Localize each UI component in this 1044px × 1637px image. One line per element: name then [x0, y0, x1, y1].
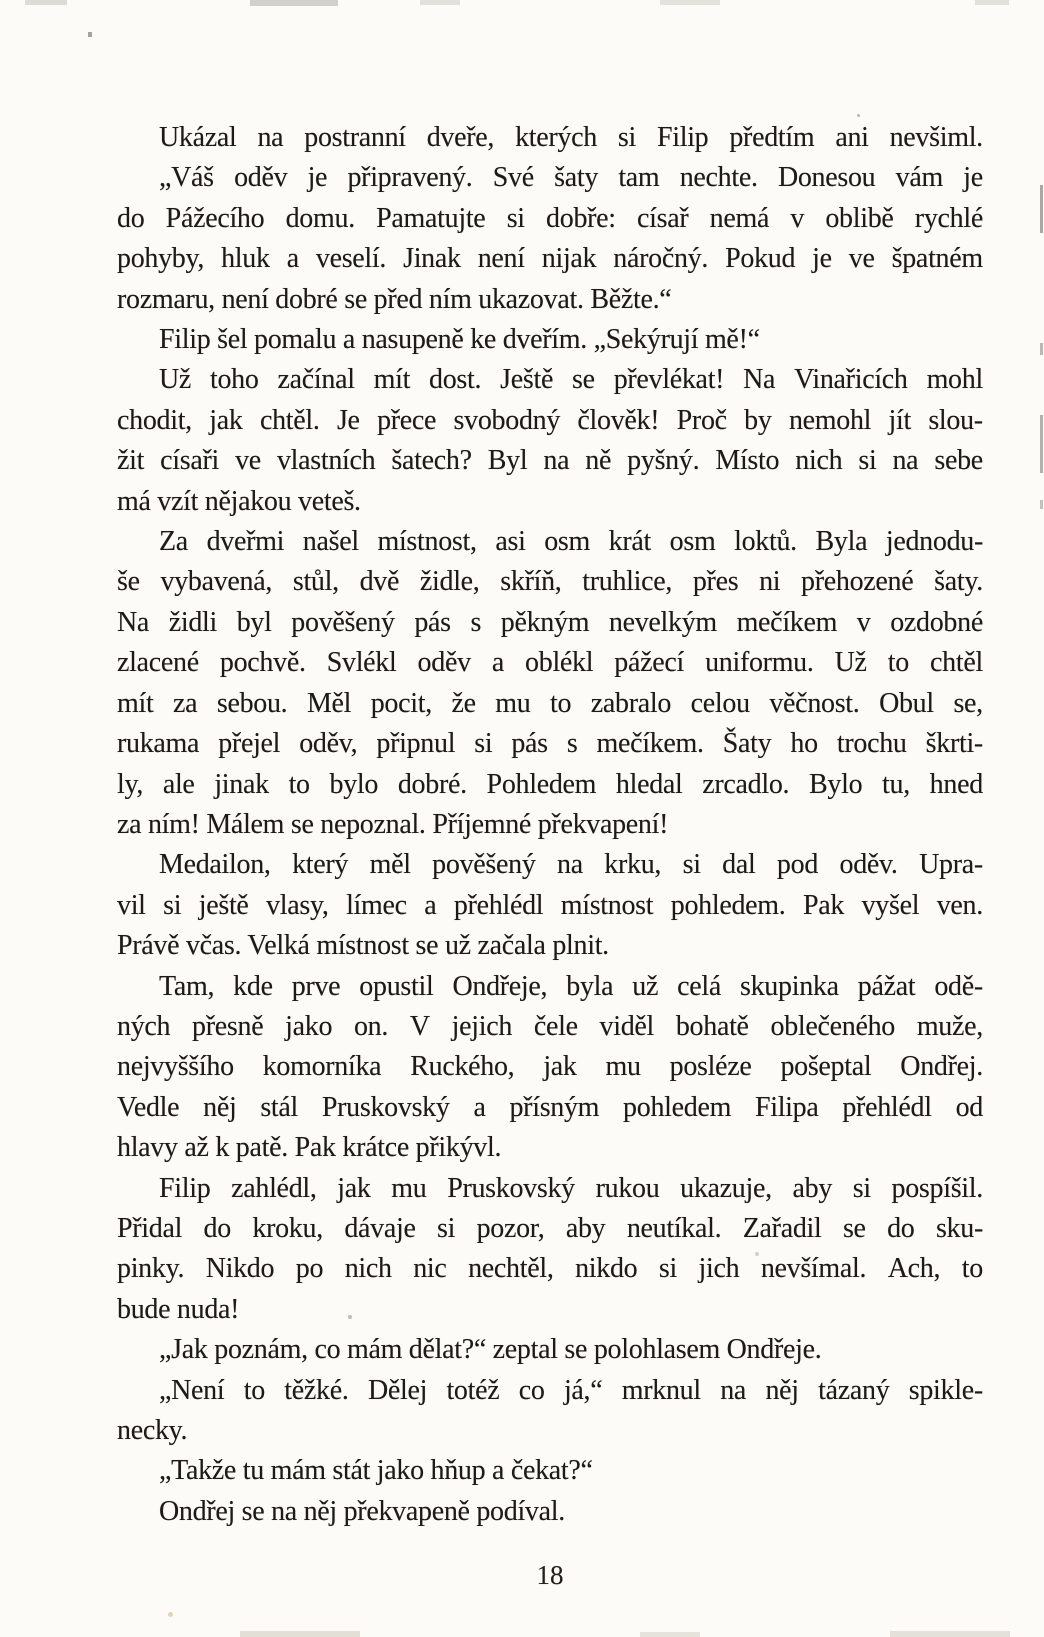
scan-artifact: [348, 1315, 352, 1319]
text-line: Právě včas. Velká místnost se už začala plnit.: [117, 930, 609, 962]
text-line: Medailon, který měl pověšený na krku, si dal pod oděv. Upra-: [159, 849, 983, 881]
text-line: Přidal do kroku, dávaje si pozor, aby neutíkal. Zařadil se do sku-: [117, 1212, 983, 1244]
scan-artifact: [420, 0, 460, 5]
text-line: še vybavená, stůl, dvě židle, skříň, truhlice, přes ni přehozené šaty.: [117, 566, 983, 598]
text-line: Vedle něj stál Pruskovský a přísným pohledem Filipa přehlédl od: [117, 1091, 983, 1123]
scan-artifact: [857, 114, 860, 117]
scan-artifact: [250, 0, 338, 6]
scan-artifact: [1040, 415, 1043, 473]
scan-artifact: [975, 0, 1009, 5]
text-block: [117, 118, 983, 1532]
text-line: Ukázal na postranní dveře, kterých si Filip předtím ani nevšiml.: [159, 122, 983, 153]
text-line: rozmaru, není dobré se před ním ukazovat. Běžte.“: [117, 283, 672, 315]
text-line: hlavy až k patě. Pak krátce přikývl.: [117, 1132, 502, 1164]
text-line: Za dveřmi našel místnost, asi osm krát osm loktů. Byla jednodu-: [159, 526, 983, 558]
text-line: chodit, jak chtěl. Je přece svobodný člověk! Proč by nemohl jít slou-: [117, 404, 983, 436]
text-line: mít za sebou. Měl pocit, že mu to zabralo celou věčnost. Obul se,: [117, 687, 983, 719]
text-line: „Jak poznám, co mám dělat?“ zeptal se polohlasem Ondřeje.: [159, 1334, 822, 1366]
text-line: má vzít nějakou veteš.: [117, 485, 361, 517]
page-number: 18: [536, 1560, 564, 1590]
text-line: Filip šel pomalu a nasupeně ke dveřím. „Sekýrují mě!“: [159, 324, 760, 356]
text-line: žit císaři ve vlastních šatech? Byl na ně pyšný. Místo nich si na sebe: [117, 445, 983, 477]
text-line: necky.: [117, 1415, 188, 1446]
scan-artifact: [755, 1252, 759, 1256]
text-line: Ondřej se na něj překvapeně podíval.: [159, 1495, 565, 1527]
scan-artifact: [890, 1631, 1010, 1637]
text-line: Tam, kde prve opustil Ondřeje, byla už celá skupinka pážat odě-: [159, 970, 983, 1002]
text-line: pohyby, hluk a veselí. Jinak není nijak náročný. Pokud je ve špatném: [117, 243, 983, 275]
scan-artifact: [88, 32, 92, 37]
text-line: zlacené pochvě. Svlékl oděv a oblékl pážecí uniformu. Už to chtěl: [117, 647, 983, 679]
scan-artifact: [660, 0, 720, 5]
text-line: rukama přejel oděv, připnul si pás s mečíkem. Šaty ho trochu škrti-: [117, 728, 983, 760]
scan-artifact: [240, 1631, 360, 1637]
text-line: Filip zahlédl, jak mu Pruskovský rukou ukazuje, aby si pospíšil.: [159, 1172, 983, 1204]
text-line: vil si ještě vlasy, límec a přehlédl místnost pohledem. Pak vyšel ven.: [117, 889, 983, 921]
text-line: za ním! Málem se nepoznal. Příjemné překvapení!: [117, 808, 669, 840]
scan-artifact: [1040, 185, 1043, 233]
text-line: ly, ale jinak to bylo dobré. Pohledem hledal zrcadlo. Bylo tu, hned: [117, 768, 983, 800]
text-line: bude nuda!: [117, 1293, 240, 1325]
text-line: Už toho začínal mít dost. Ještě se převlékat! Na Vinařicích mohl: [159, 364, 983, 396]
text-line: „Váš oděv je připravený. Své šaty tam nechte. Donesou vám je: [159, 162, 983, 194]
scan-artifact: [1040, 500, 1043, 509]
text-line: pinky. Nikdo po nich nic nechtěl, nikdo si jich nevšímal. Ach, to: [117, 1253, 983, 1285]
text-line: do Pážecího domu. Pamatujte si dobře: císař nemá v oblibě rychlé: [117, 202, 983, 234]
text-line: „Není to těžké. Dělej totéž co já,“ mrknul na něj tázaný spikle-: [159, 1374, 983, 1406]
text-line: ných přesně jako on. V jejich čele viděl bohatě oblečeného muže,: [117, 1010, 983, 1042]
scan-artifact: [1040, 343, 1043, 355]
scan-artifact: [168, 1612, 173, 1617]
text-line: „Takže tu mám stát jako hňup a čekat?“: [159, 1455, 593, 1487]
text-line: nejvyššího komorníka Ruckého, jak mu posléze pošeptal Ondřej.: [117, 1051, 983, 1083]
text-line: Na židli byl pověšený pás s pěkným nevelkým mečíkem v ozdobné: [117, 606, 983, 638]
scan-artifact: [640, 1632, 700, 1637]
scan-artifact: [25, 0, 67, 5]
